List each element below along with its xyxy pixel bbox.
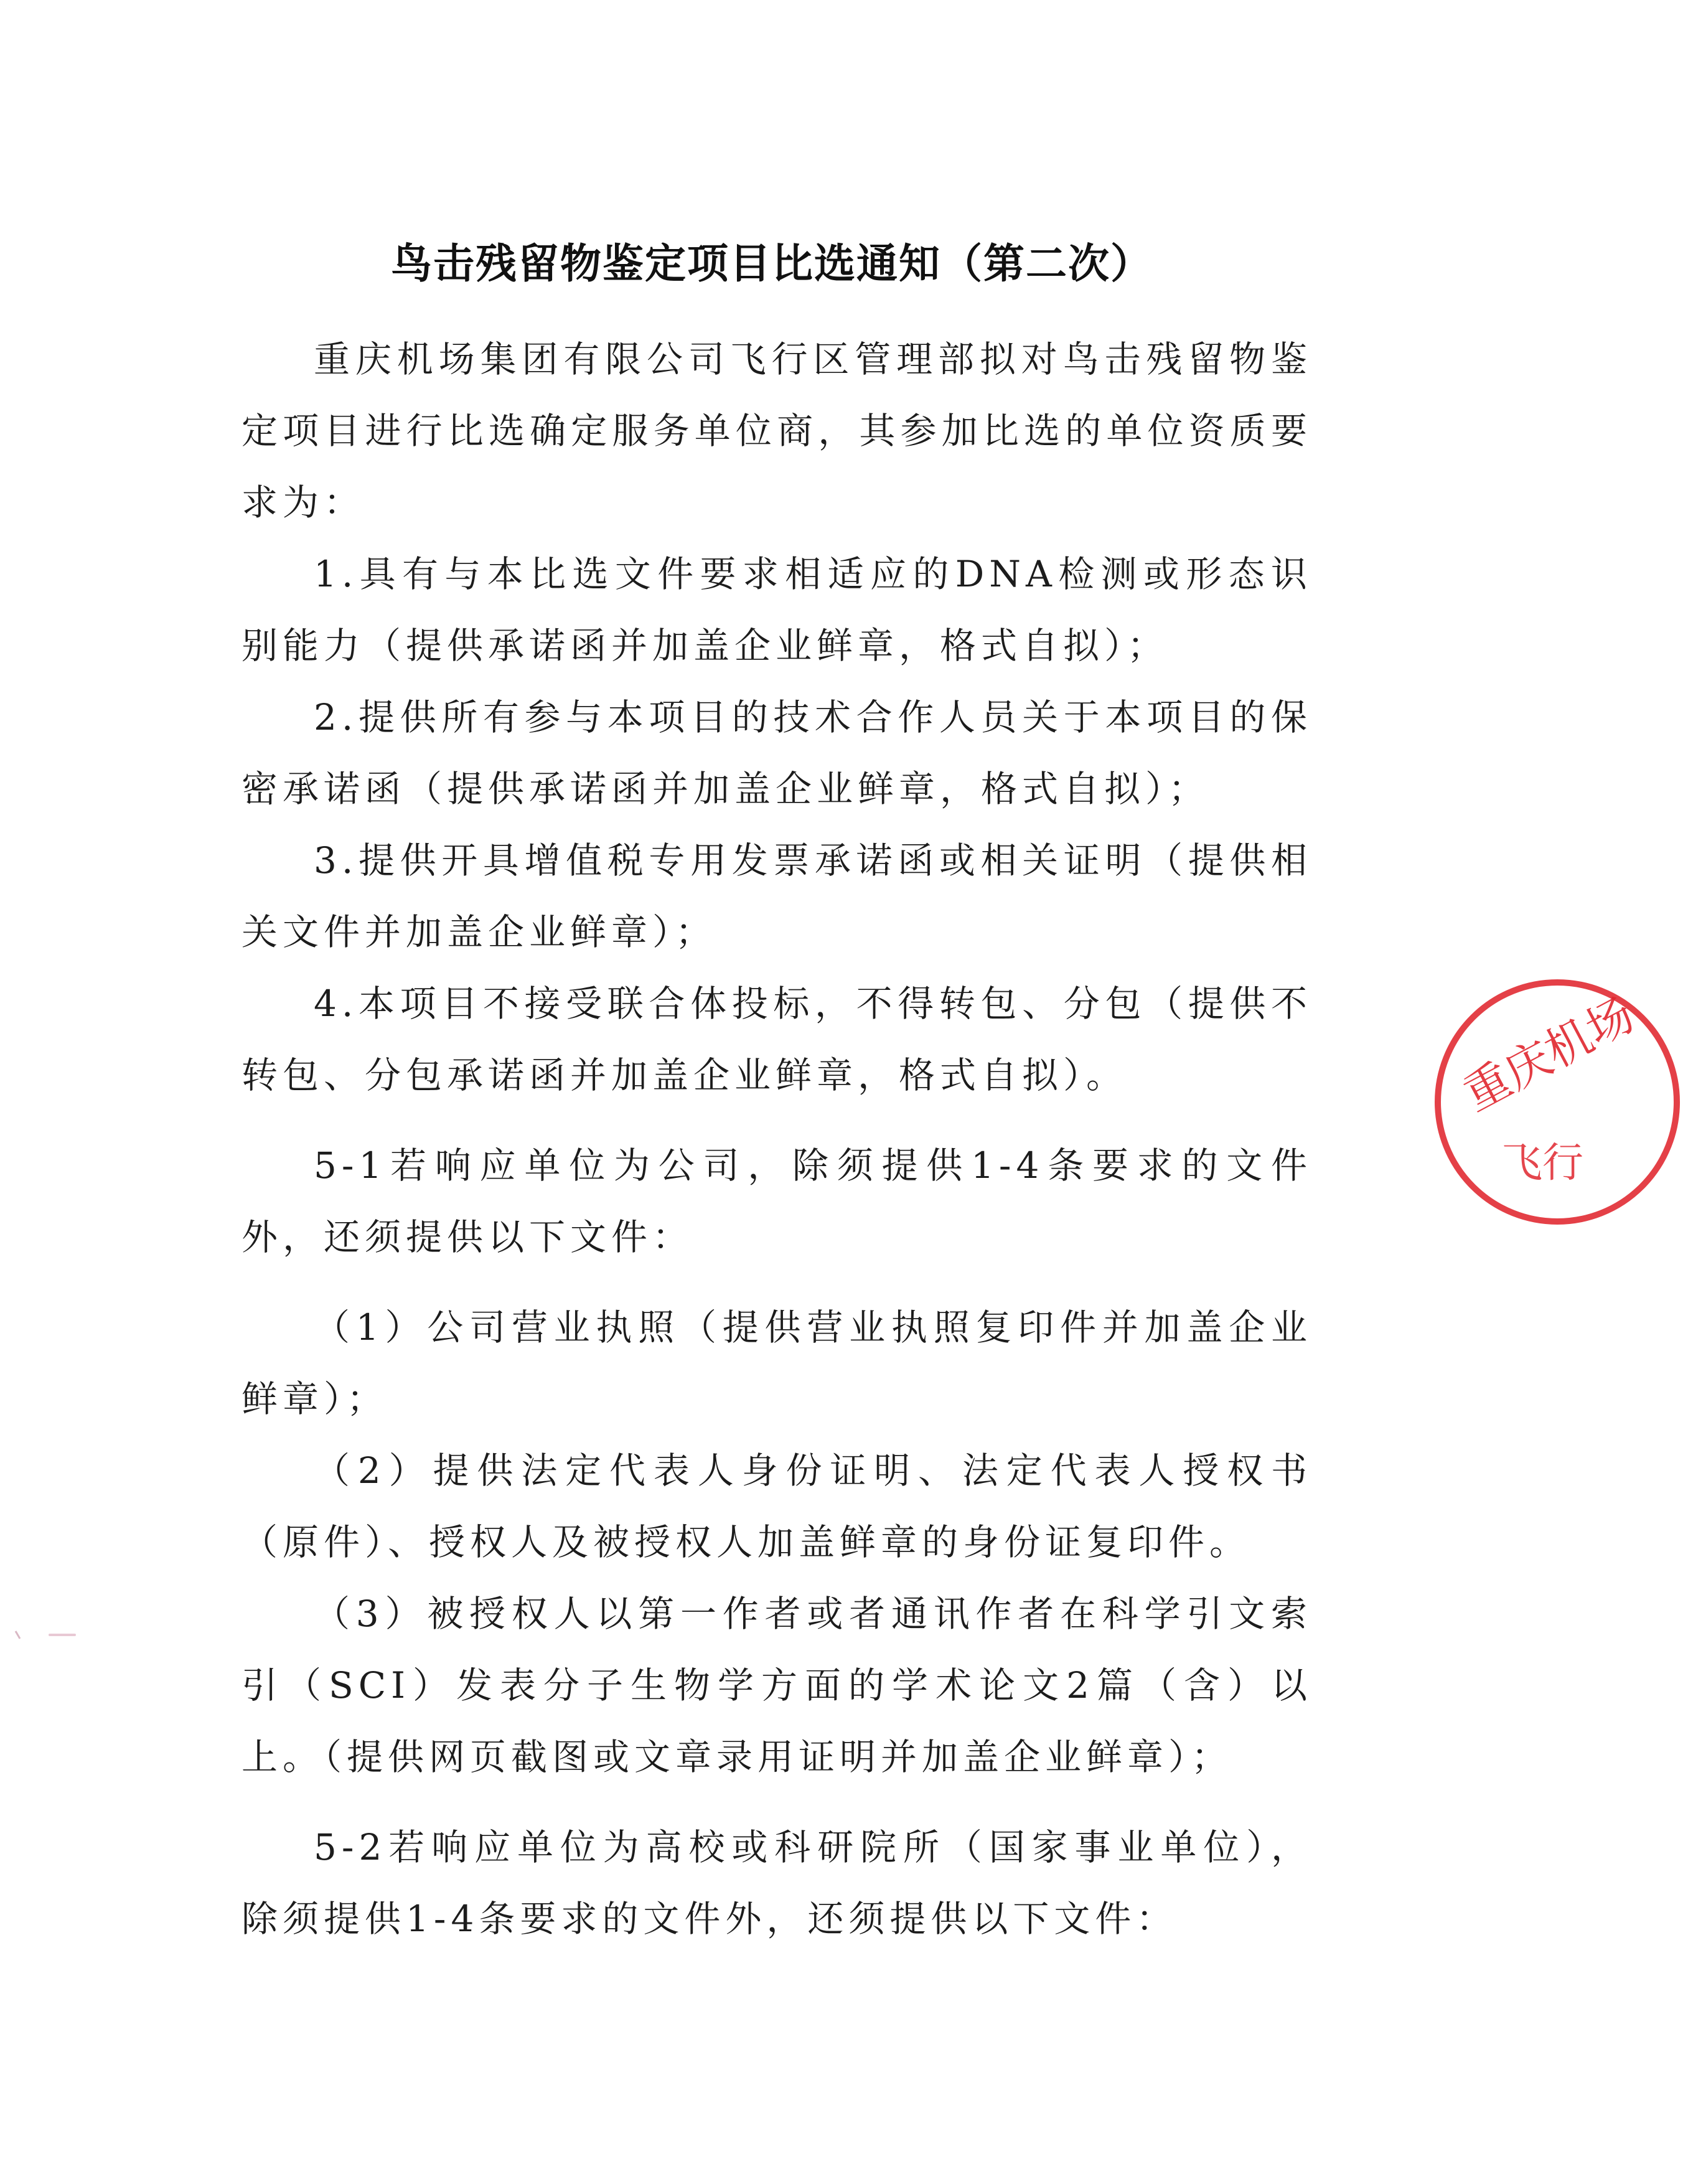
seal-text-1: 重庆机场	[1455, 987, 1643, 1122]
requirement-4: 4.本项目不接受联合体投标，不得转包、分包（提供不转包、分包承诺函并加盖企业鲜章，格式自拟）。	[241, 982, 1312, 1096]
section-5-1-item-2: （2）提供法定代表人身份证明、法定代表人授权书（原件）、授权人及被授权人加盖鲜章的身份证复印件。	[241, 1449, 1312, 1563]
requirement-3: 3.提供开具增值税专用发票承诺函或相关证明（提供相关文件并加盖企业鲜章）；	[241, 839, 1312, 953]
requirement-1: 1.具有与本比选文件要求相适应的DNA检测或形态识别能力（提供承诺函并加盖企业鲜章，格式自拟）；	[241, 553, 1312, 667]
section-5-1-item-1: （1）公司营业执照（提供营业执照复印件并加盖企业鲜章）；	[241, 1306, 1312, 1420]
official-seal	[1427, 971, 1688, 1233]
document-body	[241, 324, 1312, 1955]
scan-artifact	[12, 1625, 81, 1644]
requirement-2: 2.提供所有参与本项目的技术合作人员关于本项目的保密承诺函（提供承诺函并加盖企业鲜章，格式自拟）；	[241, 696, 1312, 810]
section-5-1-item-3: （3）被授权人以第一作者或者通讯作者在科学引文索引（SCI）发表分子生物学方面的学术论文2篇（含）以上。（提供网页截图或文章录用证明并加盖企业鲜章）；	[241, 1593, 1312, 1778]
intro-paragraph: 重庆机场集团有限公司飞行区管理部拟对鸟击残留物鉴定项目进行比选确定服务单位商，其参加比选的单位资质要求为：	[241, 338, 1312, 524]
section-5-1: 5-1若响应单位为公司，除须提供1-4条要求的文件外，还须提供以下文件：	[241, 1144, 1312, 1258]
seal-text-2: 飞行	[1501, 1139, 1583, 1187]
section-5-2: 5-2若响应单位为高校或科研院所（国家事业单位），除须提供1-4条要求的文件外，还须提供以下文件：	[241, 1826, 1312, 1940]
document-title: 鸟击残留物鉴定项目比选通知（第二次）	[391, 240, 1153, 288]
